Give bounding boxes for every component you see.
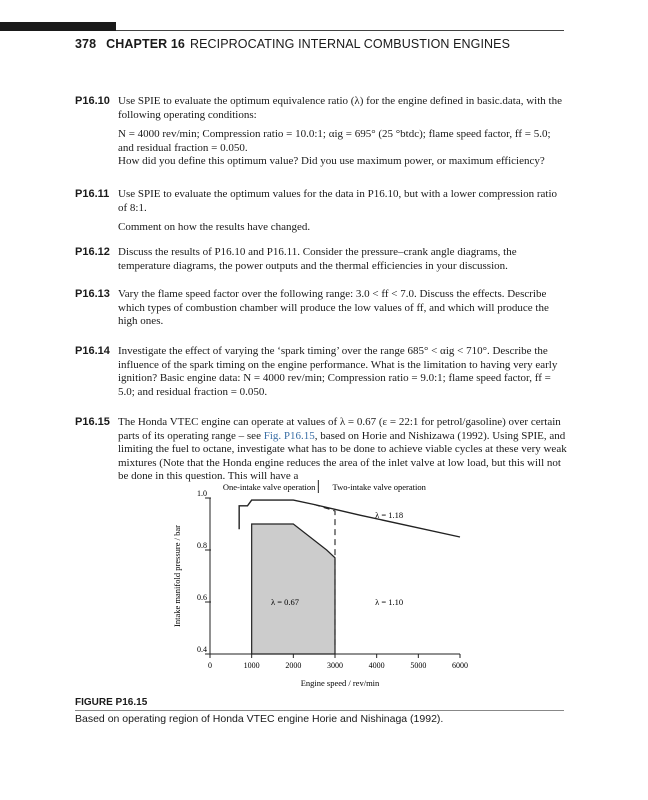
- header-rule: [116, 30, 564, 31]
- problem-text: Vary the flame speed factor over the following range: 3.0 < ff < 7.0. Discuss the effects. Describe which types of combustion chamber will produce the low values of ff, and which will produce the high ones.: [118, 288, 549, 328]
- figure-caption: Based on operating region of Honda VTEC engine Horie and Nishinaga (1992).: [75, 713, 444, 725]
- problem-number: P16.11: [75, 188, 110, 200]
- problem-number: P16.14: [75, 345, 110, 357]
- x-axis-label: Engine speed / rev/min: [300, 678, 380, 688]
- problem-text-part: , based on Horie and Nishizawa (1992). Using SPIE, and limiting the fuel to octane, investigate what has to be done to achieve viable cycles at these very weak mixtures (Note that the Honda engine reduces the area of the inlet valve at low load, but this will not be done in this question. This will have a: [118, 429, 567, 483]
- problem-number: P16.13: [75, 288, 110, 300]
- y-axis-label: Intake manifold pressure / bar: [172, 525, 182, 627]
- x-tick-label: 0: [208, 661, 212, 670]
- x-tick-label: 6000: [452, 661, 468, 670]
- problem-text: How did you define this optimum value? Did you use maximum power, or maximum efficiency?: [118, 155, 545, 168]
- chapter-label: CHAPTER 16: [106, 37, 185, 51]
- y-tick-label: 0.6: [197, 593, 207, 602]
- x-tick-label: 1000: [243, 661, 260, 670]
- annotation-lambda-0-67: λ = 0.67: [270, 597, 300, 607]
- problem-p16-13: [75, 288, 567, 329]
- problem-text: Use SPIE to evaluate the optimum equivalence ratio (λ) for the engine defined in basic.data, with the following operating conditions:: [118, 95, 562, 121]
- problem-p16-10: [75, 95, 567, 169]
- problem-text: Use SPIE to evaluate the optimum values for the data in P16.10, but with a lower compression ratio of 8:1.: [118, 188, 557, 214]
- region-label-right: Two-intake valve operation: [332, 482, 426, 492]
- figure-label: FIGURE P16.15: [75, 697, 148, 708]
- y-tick-label: 0.8: [197, 541, 207, 550]
- problem-p16-14: [75, 345, 567, 399]
- x-tick-label: 2000: [285, 661, 302, 670]
- header-accent-bar: [0, 22, 116, 31]
- problem-text: Investigate the effect of varying the ‘spark timing’ over the range 685° < αig < 710°. Describe the influence of the spark timing on the engine performance. What is the limitation to having very early ignition? Basic engine data: N = 4000 rev/min; Compression ratio = 9.0:1; flame speed factor, ff = 5.0; and residual fraction = 0.050.: [118, 345, 558, 398]
- problem-number: P16.12: [75, 246, 110, 258]
- problem-number: P16.10: [75, 95, 110, 107]
- figure-rule: [75, 710, 564, 711]
- problem-text: [118, 416, 567, 484]
- problem-number: P16.15: [75, 416, 110, 428]
- chapter-title: RECIPROCATING INTERNAL COMBUSTION ENGINES: [189, 37, 511, 51]
- problem-text: Comment on how the results have changed.: [118, 221, 311, 234]
- y-tick-label: 1.0: [197, 489, 207, 498]
- lean-burn-region-shape: [252, 524, 335, 654]
- problem-p16-15: [75, 416, 567, 484]
- figure-link[interactable]: Fig. P16.15: [263, 429, 315, 442]
- running-header: [75, 37, 510, 51]
- problem-p16-11: [75, 188, 567, 235]
- annotation-lambda-1-18: λ = 1.18: [375, 509, 404, 520]
- annotation-lambda-1-10: λ = 1.10: [375, 597, 404, 607]
- region-label-left: One-intake valve operation: [222, 482, 316, 492]
- problem-text-part: The Honda VTEC engine can operate at values of λ = 0.67 (ε = 22:1 for petrol/gasoline) over certain parts of its operating range – see: [118, 416, 561, 442]
- page-number: 378: [75, 37, 97, 51]
- problem-text: N = 4000 rev/min; Compression ratio = 10.0:1; αig = 695° (25 °btdc); flame speed factor, ff = 5.0; and residual fraction = 0.050.: [118, 128, 551, 154]
- y-tick-label: 0.4: [197, 645, 207, 654]
- x-tick-label: 4000: [368, 661, 385, 670]
- figure-p16-15-chart: [170, 478, 480, 693]
- problem-text: Discuss the results of P16.10 and P16.11. Consider the pressure–crank angle diagrams, the temperature diagrams, the power outputs and the thermal efficiencies in your discussion.: [118, 246, 517, 272]
- problem-p16-12: [75, 246, 567, 273]
- x-tick-label: 3000: [327, 661, 343, 670]
- x-tick-label: 5000: [410, 661, 427, 670]
